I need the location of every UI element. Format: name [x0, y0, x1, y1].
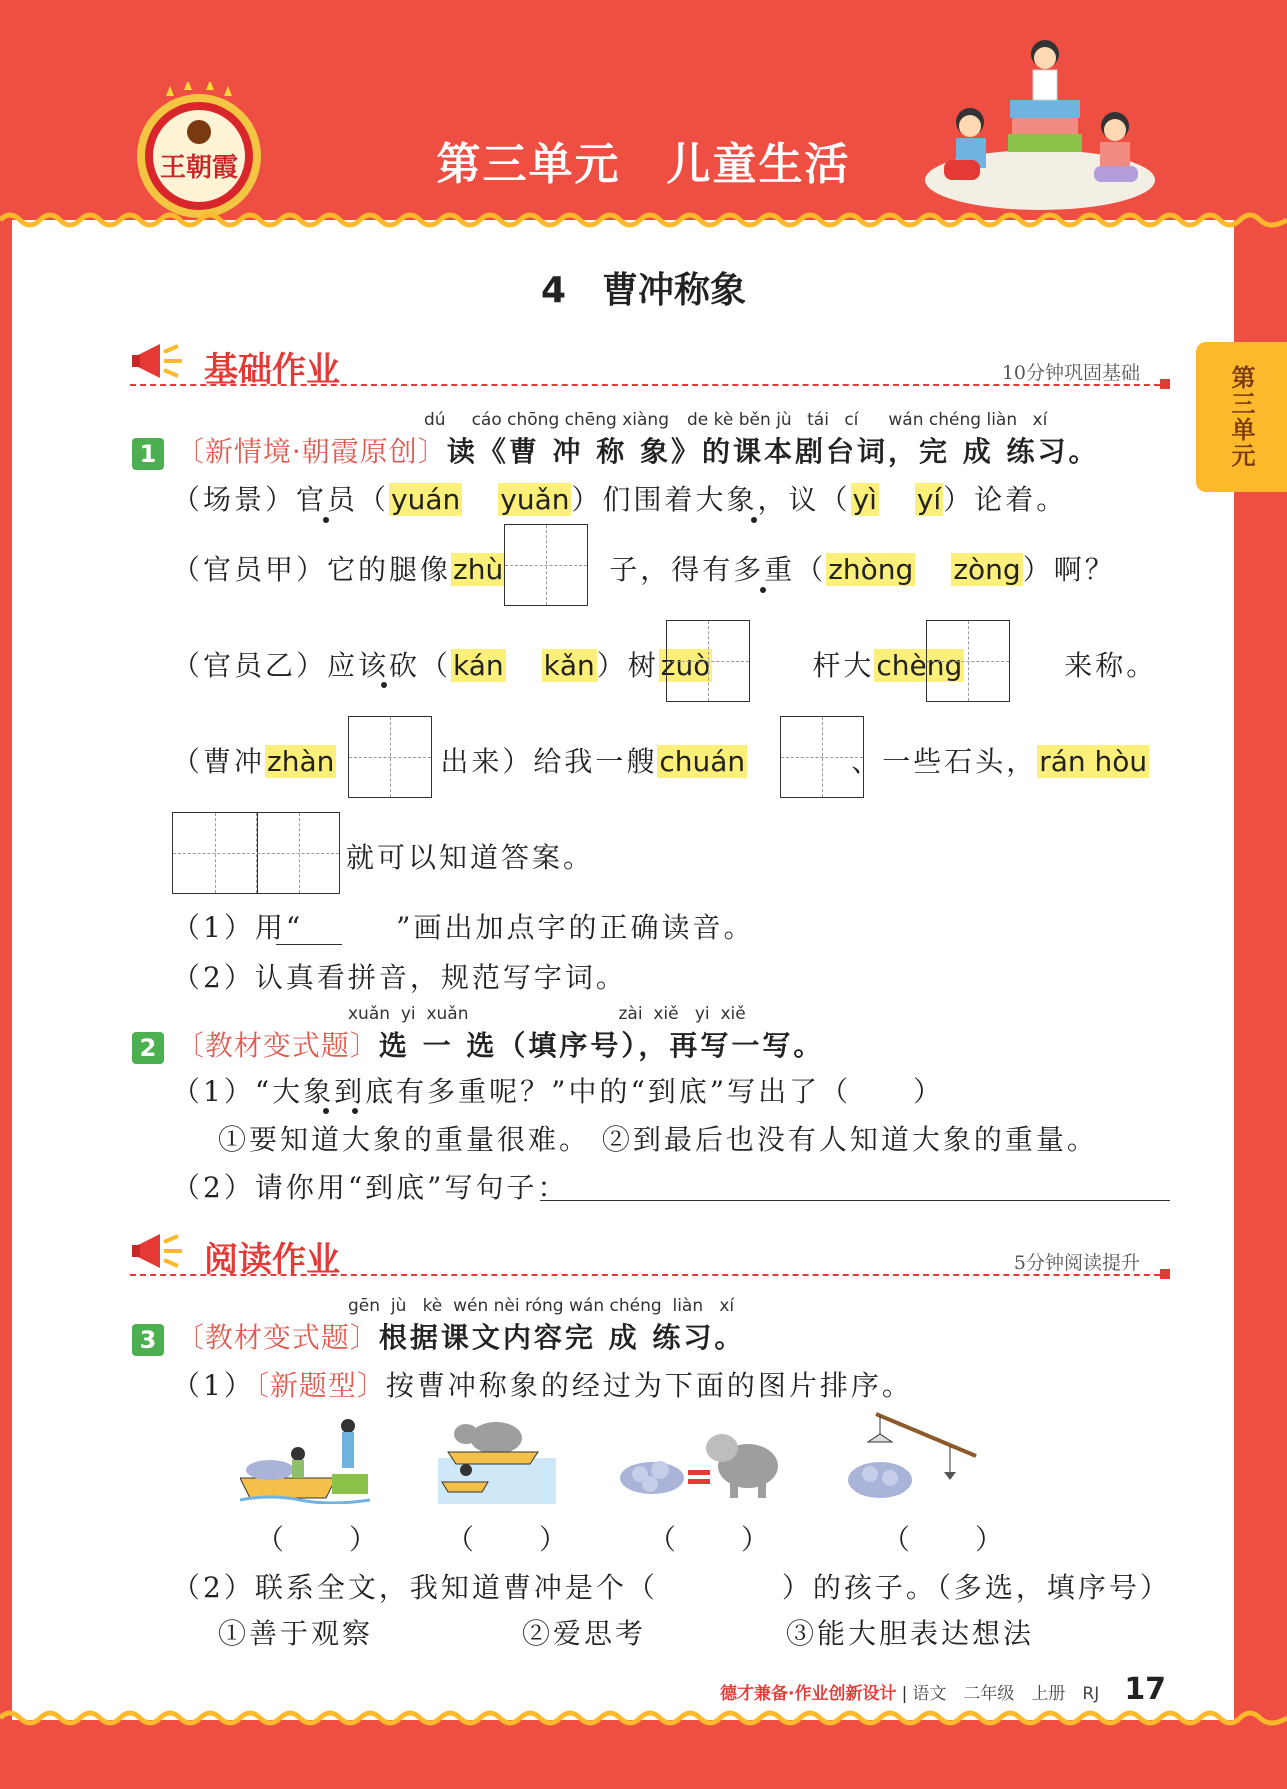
q3-pinyin: gēn jù kè wén nèi róng wán chéng liàn xí — [348, 1296, 735, 1316]
picture-elephant-on-boat — [438, 1418, 556, 1504]
page-number: 17 — [1124, 1672, 1167, 1707]
q1-line-1: （场景）官员（yuán yuǎn）们围着大象，议（yì yí）论着。 — [172, 483, 1068, 516]
answer-line[interactable] — [540, 1200, 1170, 1201]
top-wave-border — [0, 204, 1287, 234]
question-number: 3 — [132, 1324, 164, 1356]
unit-side-tab: 第三单元 — [1196, 342, 1287, 492]
question-number: 2 — [132, 1032, 164, 1064]
q2-sub-1: （1）“大象到底有多重呢？”中的“到底”写出了（ ） — [172, 1075, 945, 1108]
writing-box[interactable] — [780, 716, 864, 798]
q1-sub-2: （2）认真看拼音，规范写字词。 — [172, 961, 627, 994]
question-number: 1 — [132, 438, 164, 470]
section-reading-homework — [130, 1228, 1170, 1278]
order-blank[interactable]: （ ） — [446, 1523, 571, 1556]
picture-unloading-stones — [240, 1414, 370, 1504]
order-blank[interactable]: （ ） — [882, 1523, 1007, 1556]
q1-line-3: （官员乙）应该砍（kán kǎn）树zuò 杆大chèng 来称。 — [172, 649, 1158, 682]
q3-heading: 3 〔教材变式题〕根据课文内容完 成 练习。 — [132, 1316, 745, 1356]
picture-weighing-scale — [846, 1408, 981, 1504]
q3-option-3: ③能大胆表达想法 — [786, 1617, 1035, 1650]
unit-title: 第三单元 儿童生活 — [436, 139, 851, 190]
megaphone-icon — [130, 338, 192, 388]
q2-heading: 2 〔教材变式题〕选 一 选（填序号），再写一写。 — [132, 1024, 824, 1064]
q1-pinyin: dú cáo chōng chēng xiàng de kè běn jù tái cí wán chéng liàn xí — [424, 410, 1048, 430]
q3-option-2: ②爱思考 — [522, 1617, 647, 1650]
section-title: 阅读作业 — [204, 1240, 340, 1280]
q1-line-5: 就可以知道答案。 — [346, 841, 595, 874]
time-note: 5分钟阅读提升 — [1013, 1252, 1140, 1274]
series-name: 德才兼备·作业创新设计 — [720, 1684, 897, 1704]
picture-stones-equal-elephant — [618, 1420, 783, 1500]
q1-heading: 1 〔新情境·朝霞原创〕读《曹 冲 称 象》的课本剧台词，完 成 练习。 — [132, 430, 1100, 470]
svg-text:王朝霞: 王朝霞 — [159, 153, 239, 183]
writing-box[interactable] — [348, 716, 432, 798]
writing-box[interactable] — [666, 620, 750, 702]
children-reading-illustration — [920, 30, 1160, 210]
megaphone-icon — [130, 1228, 192, 1278]
lesson-title: 4 曹冲称象 — [540, 270, 747, 311]
q1-sub-1: （1）用“ ”画出加点字的正确读音。 — [172, 911, 755, 944]
section-title: 基础作业 — [204, 350, 340, 390]
q2-sub-2: （2）请你用“到底”写句子： — [172, 1171, 569, 1204]
q2-options: ①要知道大象的重量很难。 ②到最后也没有人知道大象的重量。 — [218, 1123, 1098, 1156]
q2-pinyin: xuǎn yi xuǎn zài xiě yi xiě — [348, 1004, 746, 1024]
q3-sub-1: （1）〔新题型〕按曹冲称象的经过为下面的图片排序。 — [172, 1369, 913, 1402]
writing-box-double[interactable] — [172, 812, 340, 894]
q3-option-1: ①善于观察 — [218, 1617, 374, 1650]
q1-line-4: （曹冲zhàn 出来）给我一艘chuán 、一些石头，rán hòu — [172, 745, 1148, 778]
writing-box[interactable] — [926, 620, 1010, 702]
bottom-wave-border — [0, 1706, 1287, 1736]
subject-grade: 语文 二年级 上册 RJ — [912, 1684, 1100, 1704]
q1-line-2: （官员甲）它的腿像zhù 子，得有多重（zhòng zòng）啊？ — [172, 553, 1116, 586]
order-blank[interactable]: （ ） — [648, 1523, 773, 1556]
section-basic-homework — [130, 338, 1170, 388]
page-footer: 德才兼备·作业创新设计 | 语文 二年级 上册 RJ 17 — [720, 1672, 1167, 1707]
writing-box[interactable] — [504, 524, 588, 606]
order-blank[interactable]: （ ） — [256, 1523, 381, 1556]
time-note: 10分钟巩固基础 — [1001, 362, 1140, 384]
q3-sub-2: （2）联系全文，我知道曹冲是个（ ）的孩子。（多选，填序号） — [172, 1571, 1171, 1604]
